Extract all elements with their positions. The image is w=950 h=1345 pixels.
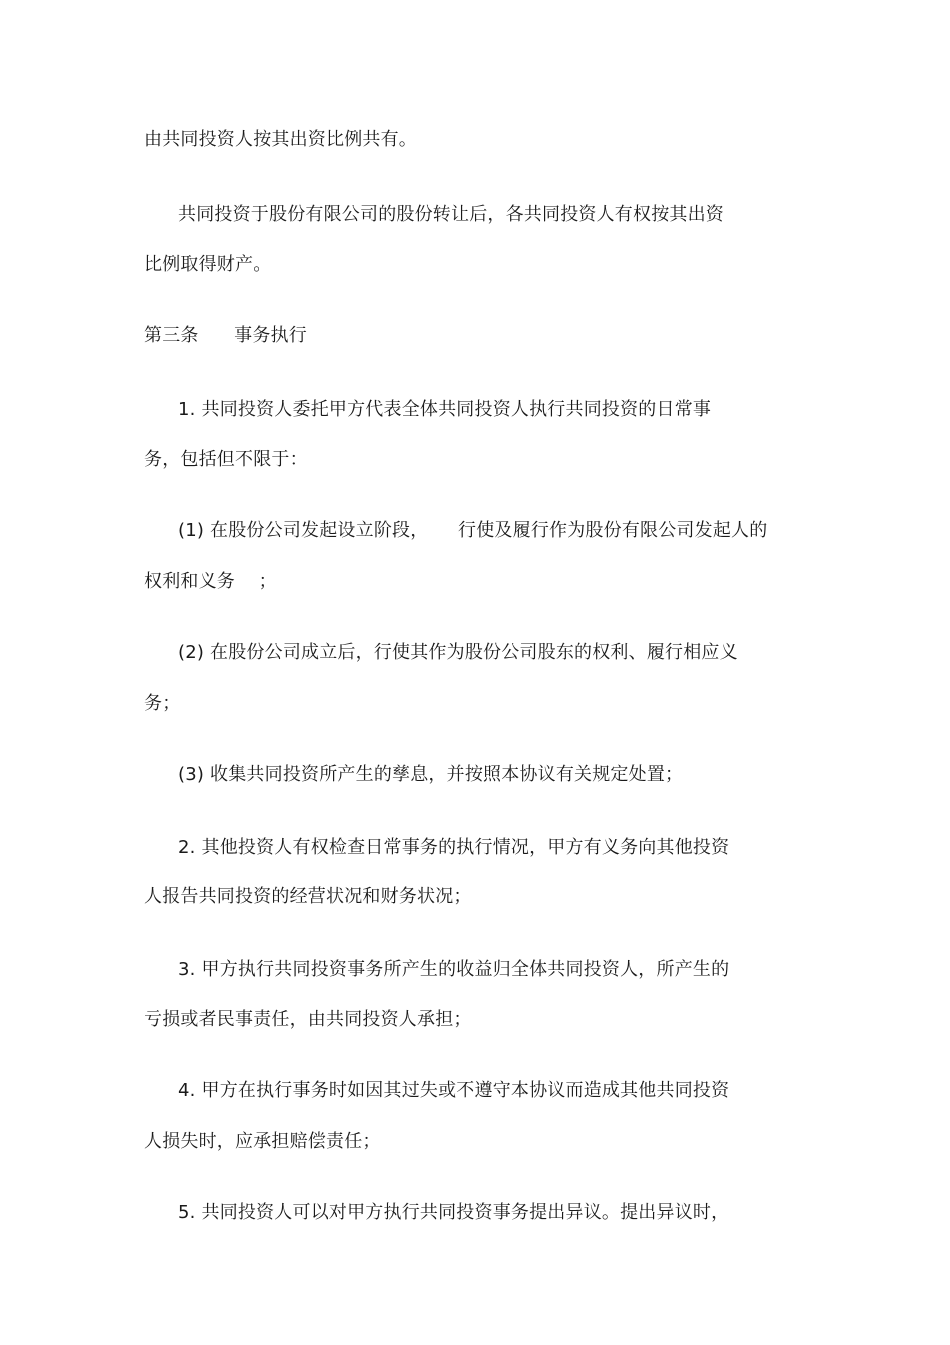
paragraph-line: (2) 在股份公司成立后，行使其作为股份公司股东的权利、履行相应义 (178, 642, 738, 663)
paragraph-line: 3. 甲方执行共同投资事务所产生的收益归全体共同投资人，所产生的 (178, 959, 730, 980)
article-heading: 第三条 事务执行 (144, 325, 307, 346)
paragraph-line: 2. 其他投资人有权检查日常事务的执行情况，甲方有义务向其他投资 (178, 837, 730, 858)
paragraph-line: 比例取得财产。 (144, 254, 272, 275)
paragraph-line: 1. 共同投资人委托甲方代表全体共同投资人执行共同投资的日常事 (178, 399, 712, 420)
paragraph-line: (1) 在股份公司发起设立阶段， 行使及履行作为股份有限公司发起人的 (178, 520, 768, 541)
paragraph-line: (3) 收集共同投资所产生的孳息，并按照本协议有关规定处置； (178, 764, 684, 785)
paragraph-line: 人损失时，应承担赔偿责任； (144, 1131, 381, 1152)
paragraph-line: 权利和义务 ； (144, 571, 277, 592)
paragraph-line: 由共同投资人按其出资比例共有。 (144, 129, 417, 150)
paragraph-line: 共同投资于股份有限公司的股份转让后，各共同投资人有权按其出资 (178, 204, 724, 225)
paragraph-line: 务； (144, 693, 181, 714)
paragraph-line: 亏损或者民事责任，由共同投资人承担； (144, 1009, 472, 1030)
paragraph-line: 人报告共同投资的经营状况和财务状况； (144, 886, 472, 907)
paragraph-line: 5. 共同投资人可以对甲方执行共同投资事务提出异议。提出异议时， (178, 1202, 730, 1223)
paragraph-line: 4. 甲方在执行事务时如因其过失或不遵守本协议而造成其他共同投资 (178, 1080, 730, 1101)
paragraph-line: 务，包括但不限于： (144, 449, 308, 470)
